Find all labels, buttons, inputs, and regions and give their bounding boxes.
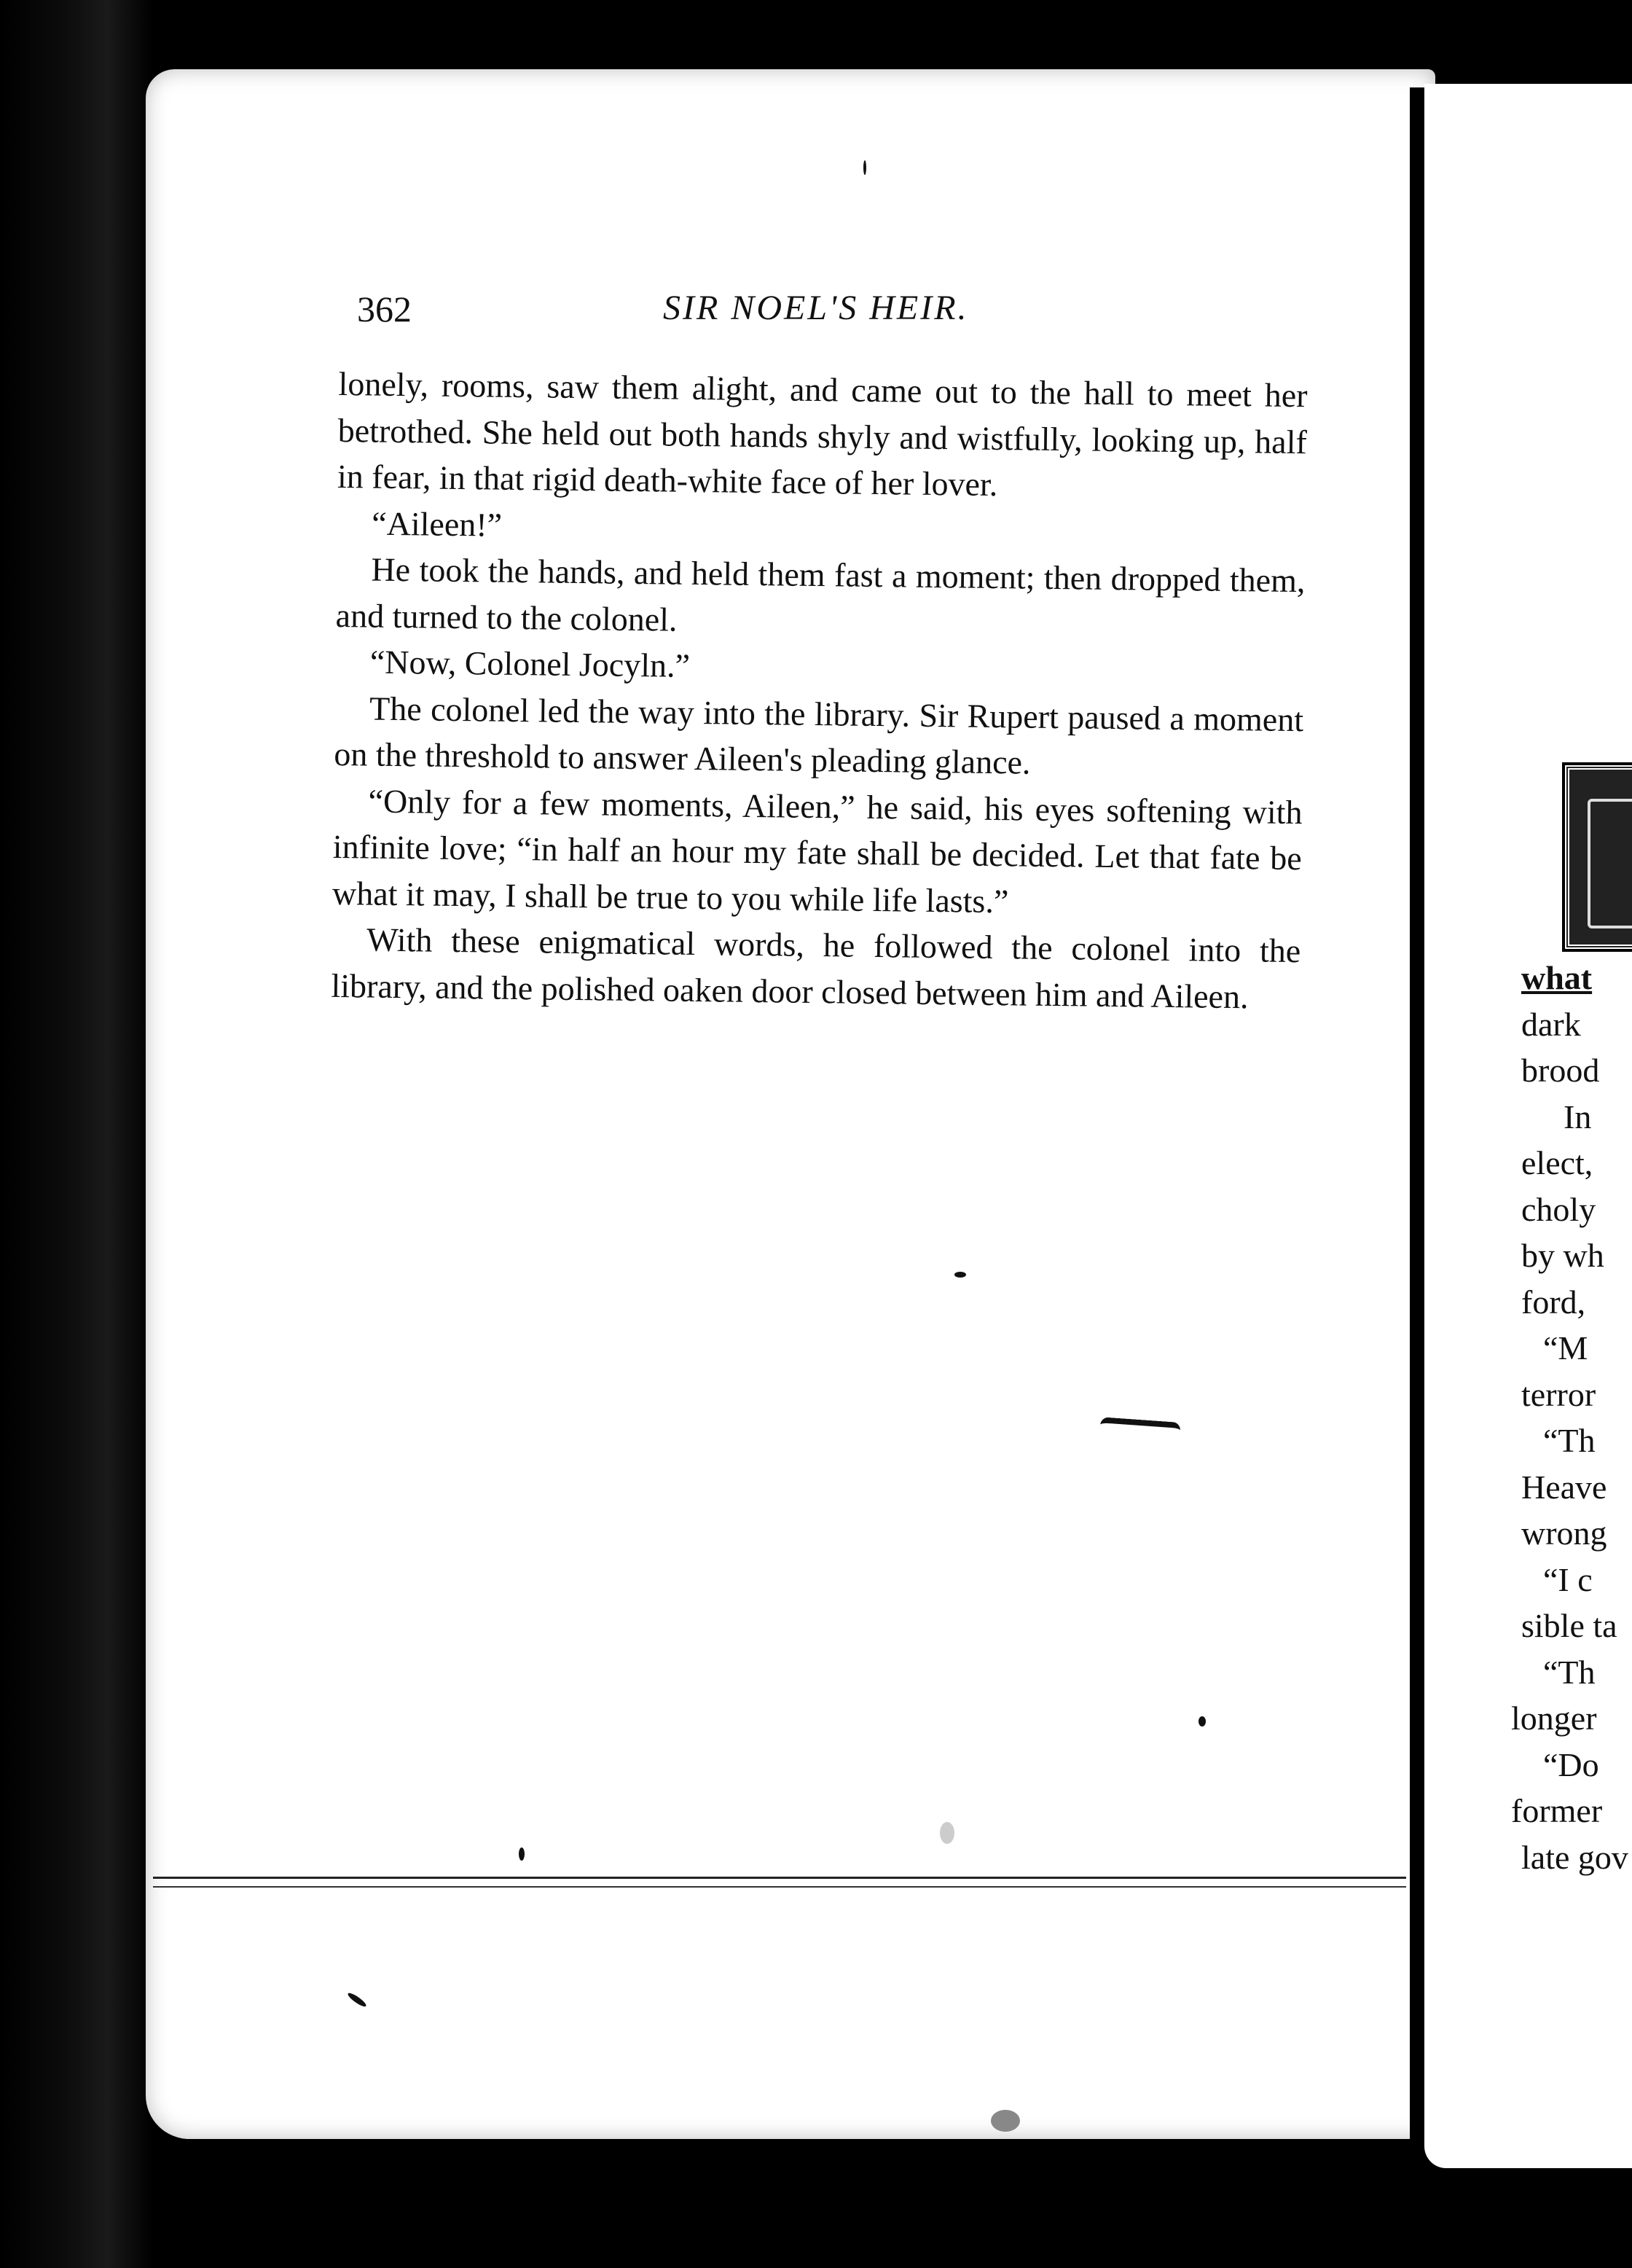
line-fragment: longer — [1511, 1700, 1597, 1737]
paragraph: The colonel led the way into the library. Sir Rupert paused a moment on the threshold to answer Aileen's pleading glance. — [334, 689, 1304, 781]
line-fragment: late gov — [1521, 1838, 1628, 1876]
running-title: SIR NOEL'S HEIR. — [663, 289, 969, 327]
paragraph: He took the hands, and held them fast a moment; then dropped them, and turned to the colonel. — [335, 550, 1306, 638]
paragraph: “Only for a few moments, Aileen,” he said, his eyes softening with infinite love; “in half an hour my fate shall be decided. Let that fate be what it may, I shall be true to you while life lasts.” — [332, 782, 1303, 920]
decorative-initial-letterform — [1588, 799, 1632, 928]
line-fragment: “Th — [1543, 1422, 1596, 1459]
line-fragment: brood — [1521, 1052, 1600, 1089]
line-fragment: In — [1564, 1098, 1592, 1135]
ink-speck — [954, 1272, 966, 1278]
line-fragment: “Th — [1543, 1653, 1596, 1691]
line-fragment: choly — [1521, 1190, 1596, 1228]
paragraph: lonely, rooms, saw them alight, and came out to the hall to meet her betrothed. She held out both hands shyly and wistfully, looking up, half in fear, in that rigid death-white face of her lover. — [337, 364, 1308, 504]
decorative-initial — [1565, 765, 1632, 949]
paragraph: “Aileen!” — [371, 504, 503, 544]
running-head — [357, 288, 1333, 339]
line-fragment: ford, — [1521, 1283, 1586, 1321]
line-fragment: dark — [1521, 1005, 1581, 1043]
paragraph: With these enigmatical words, he followed the colonel into the library, and the polished oaken door closed between him and Aileen. — [331, 920, 1301, 1015]
page-footer-rule — [153, 1877, 1406, 1888]
line-fragment: terror — [1521, 1375, 1596, 1413]
line-fragment: what — [1521, 959, 1593, 996]
line-fragment: sible ta — [1521, 1607, 1617, 1644]
ink-speck — [940, 1822, 954, 1844]
line-fragment: “I c — [1543, 1560, 1593, 1598]
line-fragment: Heave — [1521, 1468, 1607, 1506]
line-fragment: “Do — [1543, 1745, 1599, 1783]
line-fragment: by wh — [1521, 1237, 1604, 1274]
ink-speck — [991, 2110, 1020, 2132]
ink-speck — [863, 160, 866, 175]
line-fragment: former — [1511, 1792, 1603, 1829]
body-text — [331, 361, 1308, 1020]
book-binding-edge — [0, 0, 153, 2268]
page-number: 362 — [357, 289, 412, 329]
line-fragment: wrong — [1521, 1514, 1607, 1552]
paragraph: “Now, Colonel Jocyln.” — [369, 643, 691, 684]
ink-speck — [519, 1847, 525, 1861]
ink-speck — [1198, 1716, 1206, 1727]
book-gutter — [1410, 87, 1424, 2157]
line-fragment: elect, — [1521, 1144, 1593, 1181]
right-page-text — [1511, 955, 1632, 1880]
line-fragment: “M — [1543, 1329, 1588, 1366]
